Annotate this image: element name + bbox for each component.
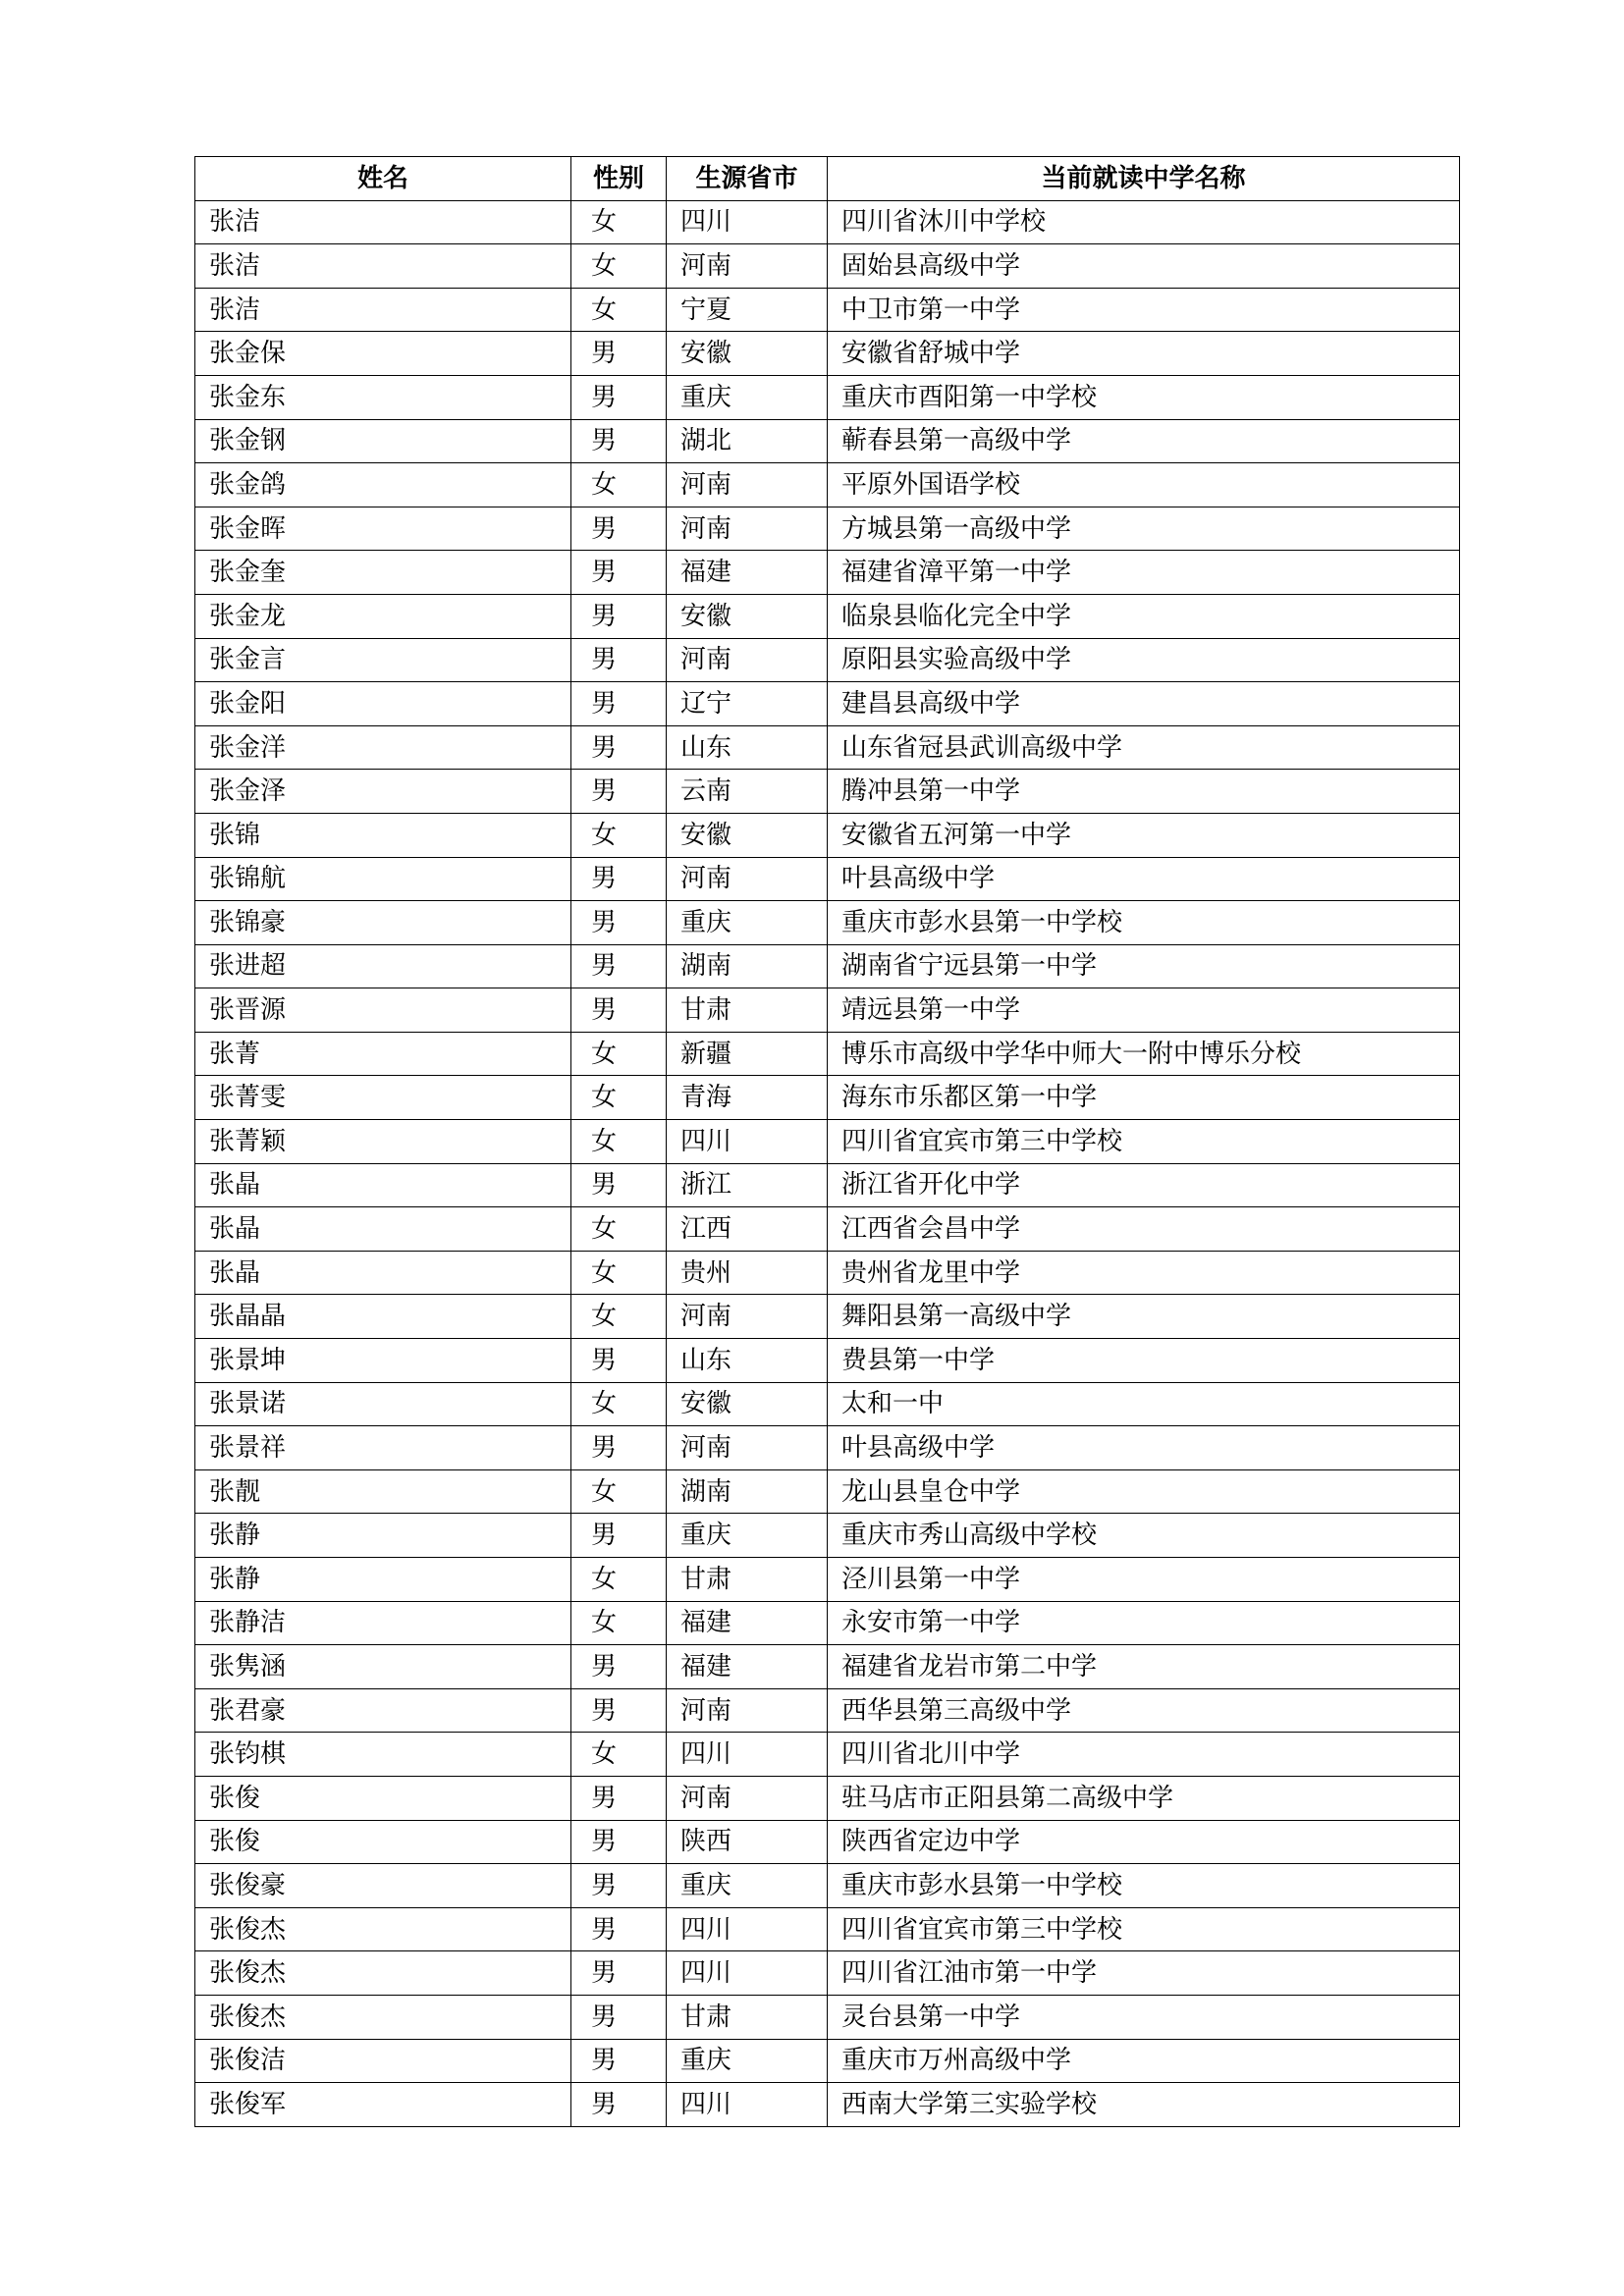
cell-name: 张洁 — [195, 200, 571, 244]
cell-gender: 女 — [571, 244, 667, 289]
cell-school: 蕲春县第一高级中学 — [828, 419, 1460, 463]
cell-name: 张金泽 — [195, 770, 571, 814]
table-row — [195, 813, 1460, 857]
cell-school: 龙山县皇仓中学 — [828, 1469, 1460, 1514]
cell-school: 舞阳县第一高级中学 — [828, 1295, 1460, 1339]
cell-province: 安徽 — [667, 594, 828, 638]
cell-gender: 女 — [571, 1469, 667, 1514]
cell-province: 湖南 — [667, 944, 828, 988]
cell-school: 四川省沐川中学校 — [828, 200, 1460, 244]
header-gender: 性别 — [571, 157, 667, 201]
cell-gender: 男 — [571, 770, 667, 814]
cell-name: 张俊杰 — [195, 1951, 571, 1996]
cell-gender: 男 — [571, 594, 667, 638]
cell-school: 腾冲县第一中学 — [828, 770, 1460, 814]
cell-gender: 男 — [571, 551, 667, 595]
cell-gender: 男 — [571, 1864, 667, 1908]
table-row — [195, 288, 1460, 332]
table-row — [195, 1907, 1460, 1951]
table-row — [195, 1951, 1460, 1996]
table-row — [195, 1426, 1460, 1470]
table-row — [195, 332, 1460, 376]
cell-province: 甘肃 — [667, 988, 828, 1033]
cell-gender: 男 — [571, 1820, 667, 1864]
cell-province: 甘肃 — [667, 1558, 828, 1602]
cell-gender: 女 — [571, 1251, 667, 1295]
cell-school: 安徽省舒城中学 — [828, 332, 1460, 376]
table-row — [195, 419, 1460, 463]
cell-school: 山东省冠县武训高级中学 — [828, 725, 1460, 770]
cell-gender: 男 — [571, 725, 667, 770]
cell-gender: 男 — [571, 1907, 667, 1951]
cell-name: 张晶 — [195, 1251, 571, 1295]
cell-school: 重庆市秀山高级中学校 — [828, 1514, 1460, 1558]
cell-name: 张锦 — [195, 813, 571, 857]
table-header — [195, 157, 1460, 201]
table-row — [195, 638, 1460, 682]
table-row — [195, 857, 1460, 901]
cell-school: 驻马店市正阳县第二高级中学 — [828, 1776, 1460, 1820]
cell-province: 陕西 — [667, 1820, 828, 1864]
cell-name: 张金鸽 — [195, 463, 571, 507]
cell-gender: 女 — [571, 288, 667, 332]
cell-gender: 女 — [571, 1733, 667, 1777]
cell-province: 青海 — [667, 1076, 828, 1120]
cell-name: 张晋源 — [195, 988, 571, 1033]
cell-name: 张靓 — [195, 1469, 571, 1514]
cell-province: 河南 — [667, 507, 828, 551]
cell-gender: 男 — [571, 2083, 667, 2127]
cell-gender: 男 — [571, 988, 667, 1033]
cell-province: 四川 — [667, 1951, 828, 1996]
cell-name: 张隽涵 — [195, 1645, 571, 1689]
table-row — [195, 725, 1460, 770]
cell-gender: 男 — [571, 1645, 667, 1689]
cell-name: 张静洁 — [195, 1601, 571, 1645]
header-name: 姓名 — [195, 157, 571, 201]
cell-name: 张金保 — [195, 332, 571, 376]
cell-province: 宁夏 — [667, 288, 828, 332]
cell-name: 张菁雯 — [195, 1076, 571, 1120]
cell-gender: 男 — [571, 375, 667, 419]
cell-school: 福建省龙岩市第二中学 — [828, 1645, 1460, 1689]
cell-province: 新疆 — [667, 1032, 828, 1076]
cell-school: 四川省江油市第一中学 — [828, 1951, 1460, 1996]
cell-province: 湖北 — [667, 419, 828, 463]
student-table — [194, 156, 1460, 2127]
cell-school: 永安市第一中学 — [828, 1601, 1460, 1645]
cell-province: 河南 — [667, 1295, 828, 1339]
cell-school: 四川省北川中学 — [828, 1733, 1460, 1777]
cell-province: 河南 — [667, 857, 828, 901]
cell-province: 浙江 — [667, 1163, 828, 1207]
cell-gender: 男 — [571, 507, 667, 551]
cell-name: 张钧棋 — [195, 1733, 571, 1777]
cell-province: 河南 — [667, 1776, 828, 1820]
table-row — [195, 682, 1460, 726]
cell-province: 重庆 — [667, 1864, 828, 1908]
cell-province: 山东 — [667, 725, 828, 770]
table-row — [195, 1339, 1460, 1383]
table-row — [195, 901, 1460, 945]
cell-name: 张菁 — [195, 1032, 571, 1076]
cell-name: 张景诺 — [195, 1382, 571, 1426]
table-row — [195, 944, 1460, 988]
table-row — [195, 1469, 1460, 1514]
cell-school: 叶县高级中学 — [828, 857, 1460, 901]
cell-province: 河南 — [667, 244, 828, 289]
table-row — [195, 2039, 1460, 2083]
cell-school: 四川省宜宾市第三中学校 — [828, 1907, 1460, 1951]
cell-gender: 女 — [571, 1601, 667, 1645]
cell-province: 重庆 — [667, 375, 828, 419]
cell-gender: 女 — [571, 1207, 667, 1252]
table-row — [195, 1864, 1460, 1908]
table-row — [195, 770, 1460, 814]
cell-name: 张进超 — [195, 944, 571, 988]
cell-school: 方城县第一高级中学 — [828, 507, 1460, 551]
cell-school: 重庆市彭水县第一中学校 — [828, 901, 1460, 945]
table-row — [195, 1207, 1460, 1252]
cell-name: 张金奎 — [195, 551, 571, 595]
cell-name: 张晶 — [195, 1163, 571, 1207]
cell-school: 江西省会昌中学 — [828, 1207, 1460, 1252]
cell-name: 张俊 — [195, 1820, 571, 1864]
cell-province: 安徽 — [667, 813, 828, 857]
table-row — [195, 1776, 1460, 1820]
table-row — [195, 1995, 1460, 2039]
table-row — [195, 463, 1460, 507]
cell-gender: 男 — [571, 1776, 667, 1820]
table-row — [195, 551, 1460, 595]
cell-school: 中卫市第一中学 — [828, 288, 1460, 332]
table-row — [195, 1163, 1460, 1207]
cell-school: 费县第一中学 — [828, 1339, 1460, 1383]
table-row — [195, 244, 1460, 289]
cell-school: 贵州省龙里中学 — [828, 1251, 1460, 1295]
cell-gender: 女 — [571, 1295, 667, 1339]
cell-province: 重庆 — [667, 1514, 828, 1558]
table-row — [195, 375, 1460, 419]
cell-school: 海东市乐都区第一中学 — [828, 1076, 1460, 1120]
cell-name: 张洁 — [195, 244, 571, 289]
header-row — [195, 157, 1460, 201]
cell-name: 张菁颖 — [195, 1120, 571, 1164]
cell-school: 福建省漳平第一中学 — [828, 551, 1460, 595]
cell-gender: 女 — [571, 200, 667, 244]
table-row — [195, 2083, 1460, 2127]
cell-province: 河南 — [667, 463, 828, 507]
cell-gender: 男 — [571, 2039, 667, 2083]
table-row — [195, 507, 1460, 551]
cell-gender: 男 — [571, 419, 667, 463]
cell-name: 张景坤 — [195, 1339, 571, 1383]
cell-gender: 男 — [571, 901, 667, 945]
cell-name: 张洁 — [195, 288, 571, 332]
cell-school: 泾川县第一中学 — [828, 1558, 1460, 1602]
cell-gender: 男 — [571, 1163, 667, 1207]
cell-name: 张俊杰 — [195, 1995, 571, 2039]
cell-name: 张俊杰 — [195, 1907, 571, 1951]
cell-province: 四川 — [667, 1733, 828, 1777]
cell-gender: 女 — [571, 813, 667, 857]
table-row — [195, 1688, 1460, 1733]
cell-school: 灵台县第一中学 — [828, 1995, 1460, 2039]
cell-province: 河南 — [667, 1426, 828, 1470]
cell-name: 张金言 — [195, 638, 571, 682]
cell-province: 云南 — [667, 770, 828, 814]
cell-name: 张金阳 — [195, 682, 571, 726]
table-row — [195, 1820, 1460, 1864]
table-row — [195, 1733, 1460, 1777]
cell-province: 河南 — [667, 1688, 828, 1733]
cell-school: 固始县高级中学 — [828, 244, 1460, 289]
cell-province: 河南 — [667, 638, 828, 682]
cell-school: 重庆市彭水县第一中学校 — [828, 1864, 1460, 1908]
cell-province: 福建 — [667, 1601, 828, 1645]
cell-name: 张静 — [195, 1514, 571, 1558]
table-row — [195, 1251, 1460, 1295]
table-row — [195, 1120, 1460, 1164]
table-row — [195, 1295, 1460, 1339]
cell-province: 重庆 — [667, 2039, 828, 2083]
table-row — [195, 988, 1460, 1033]
cell-school: 博乐市高级中学华中师大一附中博乐分校 — [828, 1032, 1460, 1076]
cell-province: 四川 — [667, 200, 828, 244]
cell-school: 陕西省定边中学 — [828, 1820, 1460, 1864]
cell-name: 张晶晶 — [195, 1295, 571, 1339]
cell-school: 浙江省开化中学 — [828, 1163, 1460, 1207]
cell-gender: 男 — [571, 1995, 667, 2039]
cell-province: 重庆 — [667, 901, 828, 945]
cell-gender: 男 — [571, 682, 667, 726]
cell-province: 贵州 — [667, 1251, 828, 1295]
cell-name: 张锦航 — [195, 857, 571, 901]
cell-province: 山东 — [667, 1339, 828, 1383]
cell-name: 张君豪 — [195, 1688, 571, 1733]
table-row — [195, 1076, 1460, 1120]
table-row — [195, 1032, 1460, 1076]
cell-province: 四川 — [667, 1907, 828, 1951]
table-row — [195, 1514, 1460, 1558]
cell-gender: 男 — [571, 1426, 667, 1470]
cell-gender: 男 — [571, 1688, 667, 1733]
cell-school: 叶县高级中学 — [828, 1426, 1460, 1470]
header-province: 生源省市 — [667, 157, 828, 201]
cell-province: 四川 — [667, 1120, 828, 1164]
cell-school: 重庆市万州高级中学 — [828, 2039, 1460, 2083]
cell-name: 张静 — [195, 1558, 571, 1602]
cell-province: 安徽 — [667, 1382, 828, 1426]
cell-province: 福建 — [667, 551, 828, 595]
cell-gender: 女 — [571, 1076, 667, 1120]
cell-gender: 男 — [571, 638, 667, 682]
cell-gender: 男 — [571, 857, 667, 901]
cell-school: 西南大学第三实验学校 — [828, 2083, 1460, 2127]
cell-province: 四川 — [667, 2083, 828, 2127]
cell-name: 张晶 — [195, 1207, 571, 1252]
table-row — [195, 1382, 1460, 1426]
cell-name: 张俊洁 — [195, 2039, 571, 2083]
cell-gender: 女 — [571, 1382, 667, 1426]
cell-name: 张俊军 — [195, 2083, 571, 2127]
cell-school: 湖南省宁远县第一中学 — [828, 944, 1460, 988]
cell-name: 张金东 — [195, 375, 571, 419]
cell-gender: 女 — [571, 463, 667, 507]
cell-school: 太和一中 — [828, 1382, 1460, 1426]
cell-school: 建昌县高级中学 — [828, 682, 1460, 726]
cell-school: 靖远县第一中学 — [828, 988, 1460, 1033]
table-row — [195, 1601, 1460, 1645]
cell-gender: 男 — [571, 1514, 667, 1558]
cell-school: 临泉县临化完全中学 — [828, 594, 1460, 638]
cell-name: 张金钢 — [195, 419, 571, 463]
table-row — [195, 200, 1460, 244]
cell-school: 安徽省五河第一中学 — [828, 813, 1460, 857]
cell-gender: 男 — [571, 1951, 667, 1996]
cell-province: 湖南 — [667, 1469, 828, 1514]
cell-province: 福建 — [667, 1645, 828, 1689]
cell-school: 平原外国语学校 — [828, 463, 1460, 507]
cell-gender: 男 — [571, 1339, 667, 1383]
cell-name: 张景祥 — [195, 1426, 571, 1470]
cell-name: 张金洋 — [195, 725, 571, 770]
cell-gender: 女 — [571, 1032, 667, 1076]
cell-province: 江西 — [667, 1207, 828, 1252]
cell-school: 原阳县实验高级中学 — [828, 638, 1460, 682]
cell-name: 张俊豪 — [195, 1864, 571, 1908]
cell-name: 张锦豪 — [195, 901, 571, 945]
cell-school: 重庆市酉阳第一中学校 — [828, 375, 1460, 419]
cell-school: 西华县第三高级中学 — [828, 1688, 1460, 1733]
cell-name: 张俊 — [195, 1776, 571, 1820]
cell-province: 安徽 — [667, 332, 828, 376]
cell-name: 张金龙 — [195, 594, 571, 638]
table-row — [195, 594, 1460, 638]
cell-name: 张金晖 — [195, 507, 571, 551]
cell-province: 甘肃 — [667, 1995, 828, 2039]
table-body — [195, 200, 1460, 2126]
header-school: 当前就读中学名称 — [828, 157, 1460, 201]
cell-gender: 男 — [571, 332, 667, 376]
cell-province: 辽宁 — [667, 682, 828, 726]
cell-gender: 女 — [571, 1120, 667, 1164]
table-row — [195, 1558, 1460, 1602]
cell-school: 四川省宜宾市第三中学校 — [828, 1120, 1460, 1164]
cell-gender: 男 — [571, 944, 667, 988]
table-row — [195, 1645, 1460, 1689]
cell-gender: 女 — [571, 1558, 667, 1602]
